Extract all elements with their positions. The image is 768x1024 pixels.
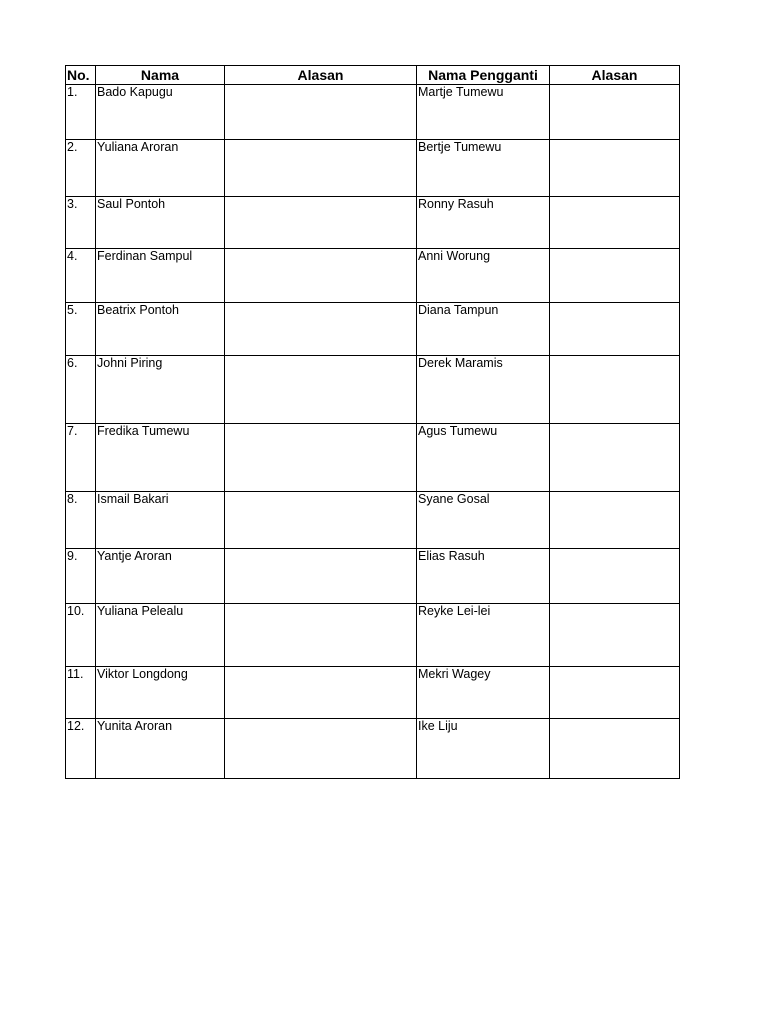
cell-alasan[interactable]	[225, 719, 417, 779]
cell-alasan[interactable]	[225, 424, 417, 492]
cell-alasan-pengganti[interactable]	[550, 492, 680, 549]
cell-nama: Viktor Longdong	[96, 667, 225, 719]
table-row	[66, 719, 680, 779]
table-row	[66, 604, 680, 667]
header-nama: Nama	[96, 66, 225, 85]
table-row	[66, 249, 680, 303]
cell-nama: Yuliana Pelealu	[96, 604, 225, 667]
cell-nama: Yuliana Aroran	[96, 140, 225, 197]
cell-nama-pengganti: Syane Gosal	[417, 492, 550, 549]
cell-alasan[interactable]	[225, 356, 417, 424]
cell-alasan-pengganti[interactable]	[550, 249, 680, 303]
cell-nama-pengganti: Mekri Wagey	[417, 667, 550, 719]
cell-nama: Ismail Bakari	[96, 492, 225, 549]
cell-no: 10.	[66, 604, 96, 667]
table-row	[66, 667, 680, 719]
roster-table	[65, 65, 680, 779]
cell-alasan-pengganti[interactable]	[550, 424, 680, 492]
cell-no: 2.	[66, 140, 96, 197]
cell-alasan[interactable]	[225, 85, 417, 140]
table-row	[66, 85, 680, 140]
table-row	[66, 356, 680, 424]
cell-nama: Ferdinan Sampul	[96, 249, 225, 303]
cell-nama: Beatrix Pontoh	[96, 303, 225, 356]
cell-no: 6.	[66, 356, 96, 424]
table-row	[66, 424, 680, 492]
roster-sheet	[65, 65, 679, 779]
cell-nama-pengganti: Reyke Lei-lei	[417, 604, 550, 667]
cell-nama-pengganti: Ronny Rasuh	[417, 197, 550, 249]
cell-nama-pengganti: Elias Rasuh	[417, 549, 550, 604]
cell-nama-pengganti: Ike Liju	[417, 719, 550, 779]
header-alasan: Alasan	[225, 66, 417, 85]
cell-nama: Yunita Aroran	[96, 719, 225, 779]
cell-no: 11.	[66, 667, 96, 719]
cell-alasan[interactable]	[225, 549, 417, 604]
header-row	[66, 66, 680, 85]
cell-no: 1.	[66, 85, 96, 140]
cell-alasan-pengganti[interactable]	[550, 85, 680, 140]
cell-nama: Saul Pontoh	[96, 197, 225, 249]
cell-nama: Yantje Aroran	[96, 549, 225, 604]
cell-nama-pengganti: Derek Maramis	[417, 356, 550, 424]
cell-no: 5.	[66, 303, 96, 356]
table-row	[66, 303, 680, 356]
table-row	[66, 492, 680, 549]
table-row	[66, 140, 680, 197]
cell-alasan[interactable]	[225, 197, 417, 249]
cell-alasan-pengganti[interactable]	[550, 140, 680, 197]
header-no: No.	[66, 66, 96, 85]
header-alasan-pengganti: Alasan	[550, 66, 680, 85]
cell-no: 8.	[66, 492, 96, 549]
cell-no: 4.	[66, 249, 96, 303]
cell-alasan-pengganti[interactable]	[550, 719, 680, 779]
table-row	[66, 549, 680, 604]
cell-alasan-pengganti[interactable]	[550, 303, 680, 356]
cell-alasan[interactable]	[225, 140, 417, 197]
cell-nama-pengganti: Bertje Tumewu	[417, 140, 550, 197]
cell-alasan[interactable]	[225, 604, 417, 667]
cell-nama: Johni Piring	[96, 356, 225, 424]
cell-nama-pengganti: Martje Tumewu	[417, 85, 550, 140]
cell-alasan[interactable]	[225, 303, 417, 356]
header-nama-pengganti: Nama Pengganti	[417, 66, 550, 85]
cell-nama-pengganti: Agus Tumewu	[417, 424, 550, 492]
cell-alasan[interactable]	[225, 667, 417, 719]
cell-alasan-pengganti[interactable]	[550, 197, 680, 249]
cell-no: 12.	[66, 719, 96, 779]
cell-alasan-pengganti[interactable]	[550, 604, 680, 667]
cell-alasan-pengganti[interactable]	[550, 667, 680, 719]
cell-nama: Fredika Tumewu	[96, 424, 225, 492]
cell-no: 7.	[66, 424, 96, 492]
table-row	[66, 197, 680, 249]
cell-alasan-pengganti[interactable]	[550, 549, 680, 604]
cell-nama-pengganti: Diana Tampun	[417, 303, 550, 356]
cell-nama: Bado Kapugu	[96, 85, 225, 140]
cell-no: 3.	[66, 197, 96, 249]
cell-nama-pengganti: Anni Worung	[417, 249, 550, 303]
cell-no: 9.	[66, 549, 96, 604]
cell-alasan[interactable]	[225, 492, 417, 549]
cell-alasan[interactable]	[225, 249, 417, 303]
cell-alasan-pengganti[interactable]	[550, 356, 680, 424]
